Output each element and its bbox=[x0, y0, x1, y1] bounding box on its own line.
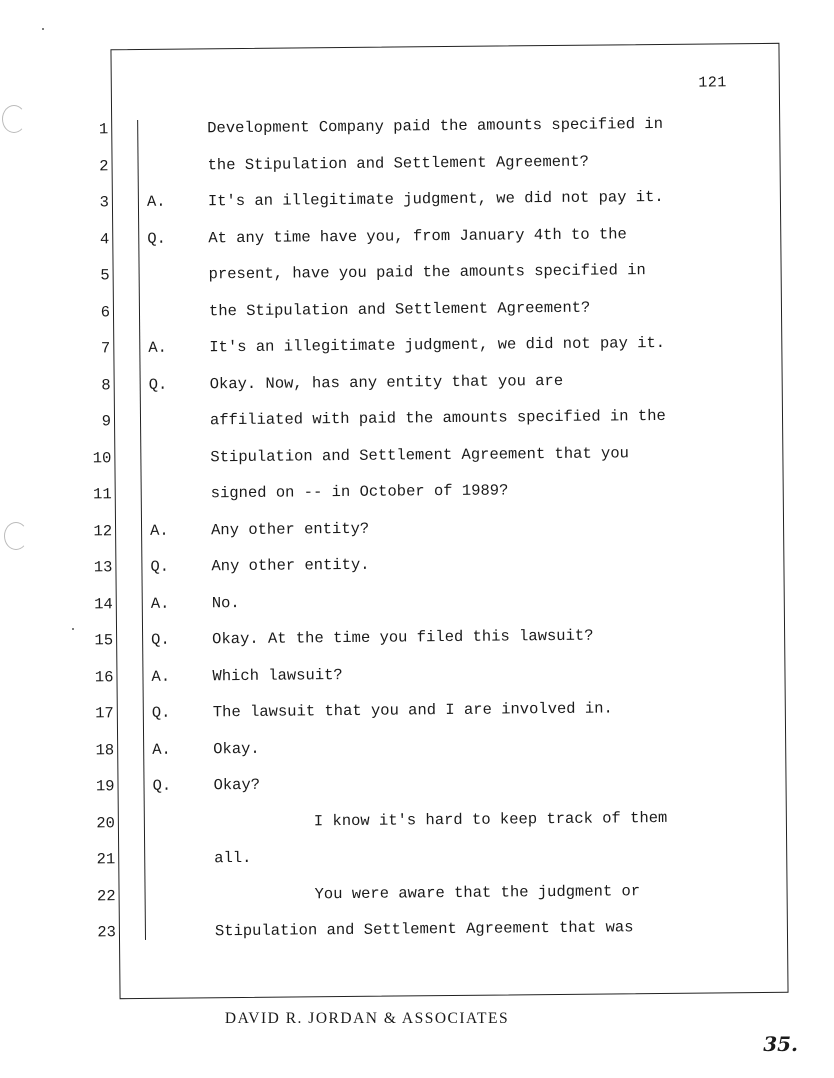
line-number: 13 bbox=[93, 558, 113, 577]
line-text: Okay. bbox=[213, 739, 260, 758]
scan-edge-mark bbox=[4, 522, 28, 550]
speaker-label: Q. bbox=[150, 557, 170, 576]
scan-edge-mark bbox=[2, 105, 26, 133]
transcript-line bbox=[78, 734, 778, 765]
line-text: Okay? bbox=[213, 775, 261, 795]
scan-speck bbox=[42, 28, 44, 30]
line-number: 23 bbox=[97, 923, 117, 942]
line-number: 15 bbox=[94, 631, 114, 650]
transcript-line bbox=[75, 406, 775, 437]
transcript-line bbox=[75, 442, 775, 473]
speaker-label: A. bbox=[146, 192, 166, 211]
line-text: Development Company paid the amounts specified in bbox=[207, 114, 664, 138]
transcript-lines bbox=[92, 44, 787, 998]
transcript-line bbox=[78, 698, 778, 729]
transcript-line bbox=[73, 187, 773, 218]
line-number: 18 bbox=[95, 740, 115, 759]
line-number: 3 bbox=[99, 193, 110, 212]
line-number: 9 bbox=[101, 412, 112, 431]
transcript-border bbox=[92, 43, 788, 999]
transcript-line bbox=[77, 588, 777, 619]
transcript-line bbox=[75, 369, 775, 400]
line-number: 8 bbox=[101, 375, 111, 394]
transcript-line bbox=[78, 771, 778, 802]
handwritten-page-mark: 35. bbox=[763, 1032, 798, 1056]
line-number: 5 bbox=[100, 266, 110, 285]
line-text: At any time have you, from January 4th to the bbox=[208, 224, 627, 247]
line-text: Any other entity. bbox=[211, 555, 370, 576]
line-number: 21 bbox=[96, 850, 116, 869]
transcript-line bbox=[74, 296, 774, 327]
line-number: 16 bbox=[94, 667, 114, 686]
line-text: present, have you paid the amounts specified in bbox=[208, 261, 646, 284]
line-text: The lawsuit that you and I are involved in. bbox=[212, 699, 613, 722]
transcript-line bbox=[72, 114, 772, 145]
line-number: 17 bbox=[95, 704, 114, 723]
transcript-line bbox=[79, 880, 779, 911]
line-number: 19 bbox=[95, 777, 115, 796]
transcript-line bbox=[74, 260, 774, 291]
speaker-label: A. bbox=[150, 594, 170, 613]
transcript-line bbox=[79, 807, 779, 838]
line-number: 14 bbox=[94, 594, 113, 613]
transcript-line bbox=[74, 333, 774, 364]
line-text: Any other entity? bbox=[210, 519, 370, 539]
line-number: 4 bbox=[99, 229, 110, 248]
speaker-label: A. bbox=[148, 338, 168, 357]
transcript-line bbox=[76, 515, 776, 546]
speaker-label: Q. bbox=[151, 703, 171, 722]
speaker-label: A. bbox=[151, 667, 171, 686]
transcript-line bbox=[76, 552, 776, 583]
line-text: signed on -- in October of 1989? bbox=[210, 481, 509, 503]
line-text: It's an illegitimate judgment, we did not pay it. bbox=[207, 187, 664, 211]
reporter-footer: DAVID R. JORDAN & ASSOCIATES bbox=[224, 1010, 510, 1027]
speaker-label: Q. bbox=[151, 630, 170, 649]
line-number: 12 bbox=[93, 521, 113, 540]
line-number: 1 bbox=[98, 120, 109, 139]
line-number: 22 bbox=[96, 886, 116, 905]
transcript-line bbox=[73, 223, 773, 254]
line-text: It's an illegitimate judgment, we did not pay it. bbox=[209, 333, 666, 357]
page-number: 121 bbox=[698, 74, 727, 92]
speaker-label: Q. bbox=[148, 375, 168, 394]
line-text: Stipulation and Settlement Agreement that you bbox=[210, 443, 630, 466]
line-number: 6 bbox=[100, 302, 111, 321]
line-text: the Stipulation and Settlement Agreement? bbox=[207, 152, 590, 174]
line-number: 7 bbox=[100, 339, 111, 358]
transcript-line bbox=[72, 150, 772, 181]
line-text: Stipulation and Settlement Agreement that was bbox=[214, 918, 634, 941]
transcript-line bbox=[76, 479, 776, 510]
line-text: all. bbox=[214, 848, 252, 868]
line-text: No. bbox=[211, 593, 240, 612]
transcript-line bbox=[77, 625, 777, 656]
line-number: 10 bbox=[92, 448, 112, 467]
transcript-line bbox=[77, 661, 777, 692]
line-text: Okay. Now, has any entity that you are bbox=[209, 371, 564, 393]
line-number: 11 bbox=[93, 485, 112, 504]
line-text: Which lawsuit? bbox=[212, 665, 343, 685]
line-number: 2 bbox=[99, 156, 109, 175]
transcript-line bbox=[80, 917, 780, 948]
scan-speck bbox=[72, 628, 74, 630]
line-number: 20 bbox=[96, 813, 115, 832]
speaker-label: Q. bbox=[152, 776, 172, 795]
line-text: the Stipulation and Settlement Agreement? bbox=[208, 298, 591, 320]
line-text: You were aware that the judgment or bbox=[314, 881, 641, 903]
line-text: affiliated with paid the amounts specified in the bbox=[209, 406, 666, 430]
transcript-line bbox=[79, 844, 779, 875]
line-text: Okay. At the time you filed this lawsuit? bbox=[212, 626, 594, 649]
speaker-label: Q. bbox=[147, 229, 166, 248]
speaker-label: A. bbox=[149, 521, 169, 540]
line-text: I know it's hard to keep track of them bbox=[313, 808, 668, 830]
speaker-label: A. bbox=[152, 740, 171, 759]
